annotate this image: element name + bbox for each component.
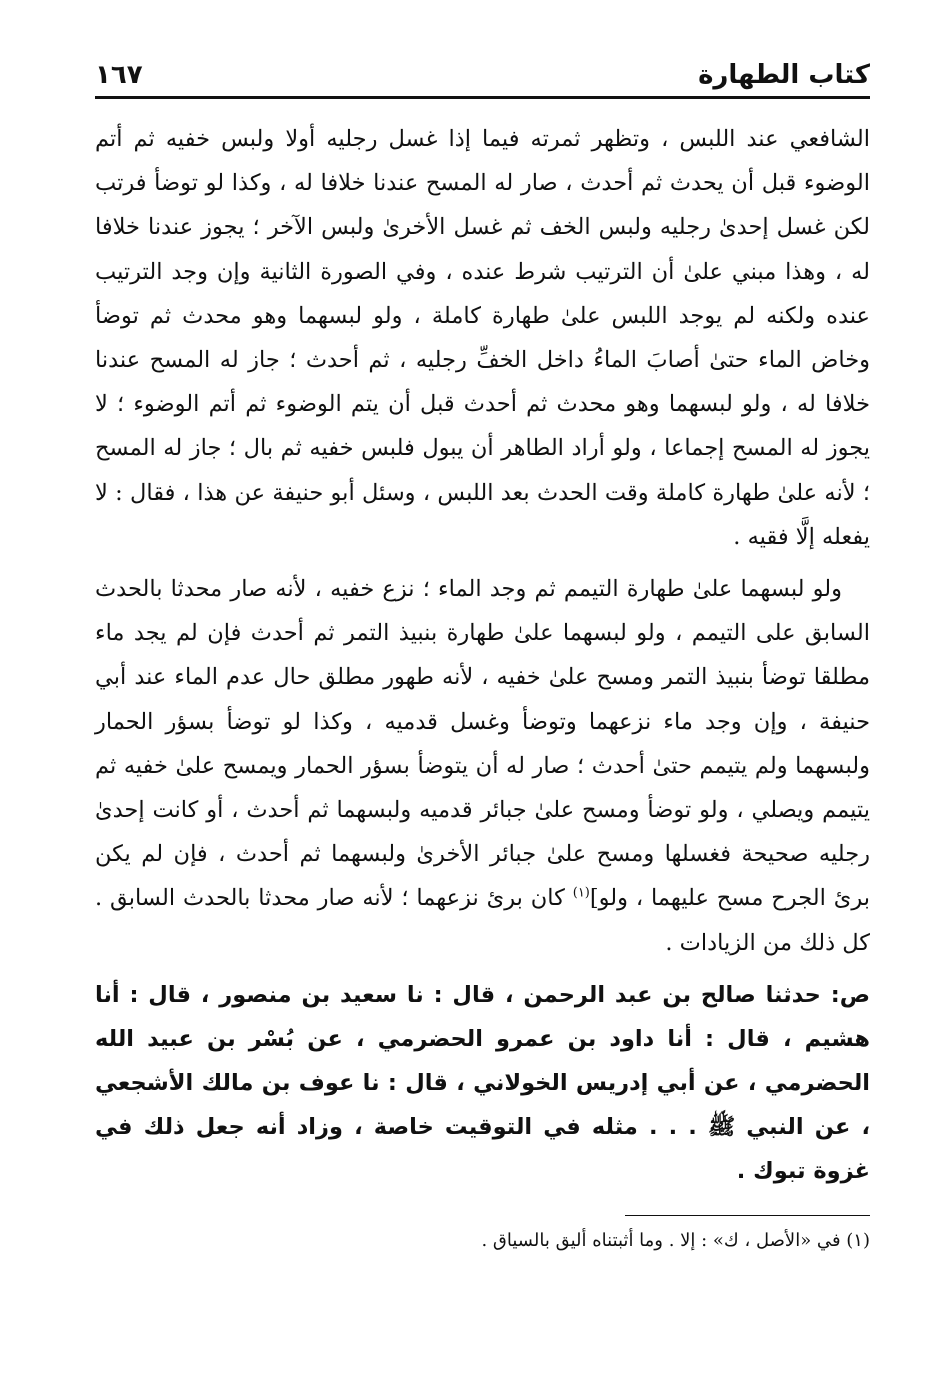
footnote: (١) في «الأصل ، ك» : إلا . وما أثبتناه أليق بالسياق . (481, 1229, 870, 1251)
page-number: ١٦٧ (95, 60, 143, 90)
paragraph-2-text-before: ولو لبسهما علىٰ طهارة التيمم ثم وجد الماء ؛ نزع خفيه ، لأنه صار محدثا بالحدث السابق على التيمم ، ولو لبسهما علىٰ طهارة بنبيذ التمر ثم أحدث فإن لم يجد ماء مطلقا توضأ بنبيذ التمر ومسح علىٰ خفيه ، لأنه طهور مطلق حال عدم الماء عند أبي حنيفة ، وإن وجد ماء نزعهما وتوضأ وغسل قدميه ، وكذا لو توضأ بسؤر الحمار ولبسهما ولم يتيمم حتىٰ أحدث ؛ صار له أن يتوضأ بسؤر الحمار ويمسح علىٰ خفيه ثم يتيمم ويصلي ، ولو توضأ ومسح علىٰ جبائر قدميه ولبسهما ثم أحدث ، أو كانت إحدىٰ رجليه صحيحة فغسلها ومسح علىٰ جبائر الأخرىٰ ولبسهما ثم أحدث ، فإن لم يكن برئ الجرح مسح عليهما ، ولو] (95, 576, 870, 912)
paragraph-2 (95, 567, 870, 965)
page-header (95, 40, 870, 99)
book-title: كتاب الطهارة (698, 60, 870, 90)
footnote-reference: (١) (572, 885, 590, 901)
paragraph-2-text-after: كان برئ نزعهما ؛ لأنه صار محدثا بالحدث السابق . كل ذلك من الزيادات . (95, 885, 870, 956)
main-text (95, 117, 870, 1193)
hadith-paragraph: ص: حدثنا صالح بن عبد الرحمن ، قال : نا سعيد بن منصور ، قال : أنا هشيم ، قال : أنا داود بن عمرو الحضرمي ، عن بُسْر بن عبيد الله الحضرمي ، عن أبي إدريس الخولاني ، قال : نا عوف بن مالك الأشجعي ، عن النبي ﷺ . . . مثله في التوقيت خاصة ، وزاد أنه جعل ذلك في غزوة تبوك . (95, 981, 870, 1184)
footnote-divider (625, 1215, 870, 1216)
paragraph-1: الشافعي عند اللبس ، وتظهر ثمرته فيما إذا غسل رجليه أولا ولبس خفيه ثم أتم الوضوء قبل أن يحدث ثم أحدث ، صار له المسح عندنا خلافا له ، وكذا لو توضأ فرتب لكن غسل إحدىٰ رجليه ولبس الخف ثم غسل الأخرىٰ ولبس الآخر ؛ يجوز عندنا خلافا له ، وهذا مبني علىٰ أن الترتيب شرط عنده ، وفي الصورة الثانية وإن وجد الترتيب عنده ولكنه لم يوجد اللبس علىٰ طهارة كاملة ، ولو لبسهما وهو محدث ثم توضأ وخاض الماء حتىٰ أصابَ الماءُ داخل الخفِّ رجليه ، ثم أحدث ؛ جاز له المسح عندنا خلافا له ، ولو لبسهما وهو محدث ثم أحدث قبل أن يتم الوضوء ثم أتم الوضوء ؛ لا يجوز له المسح إجماعا ، ولو أراد الطاهر أن يبول فلبس خفيه ثم بال ؛ جاز له المسح ؛ لأنه علىٰ طهارة كاملة وقت الحدث بعد اللبس ، وسئل أبو حنيفة عن هذا ، فقال : لا يفعله إلَّا فقيه . (95, 126, 870, 550)
book-page (95, 40, 870, 1340)
